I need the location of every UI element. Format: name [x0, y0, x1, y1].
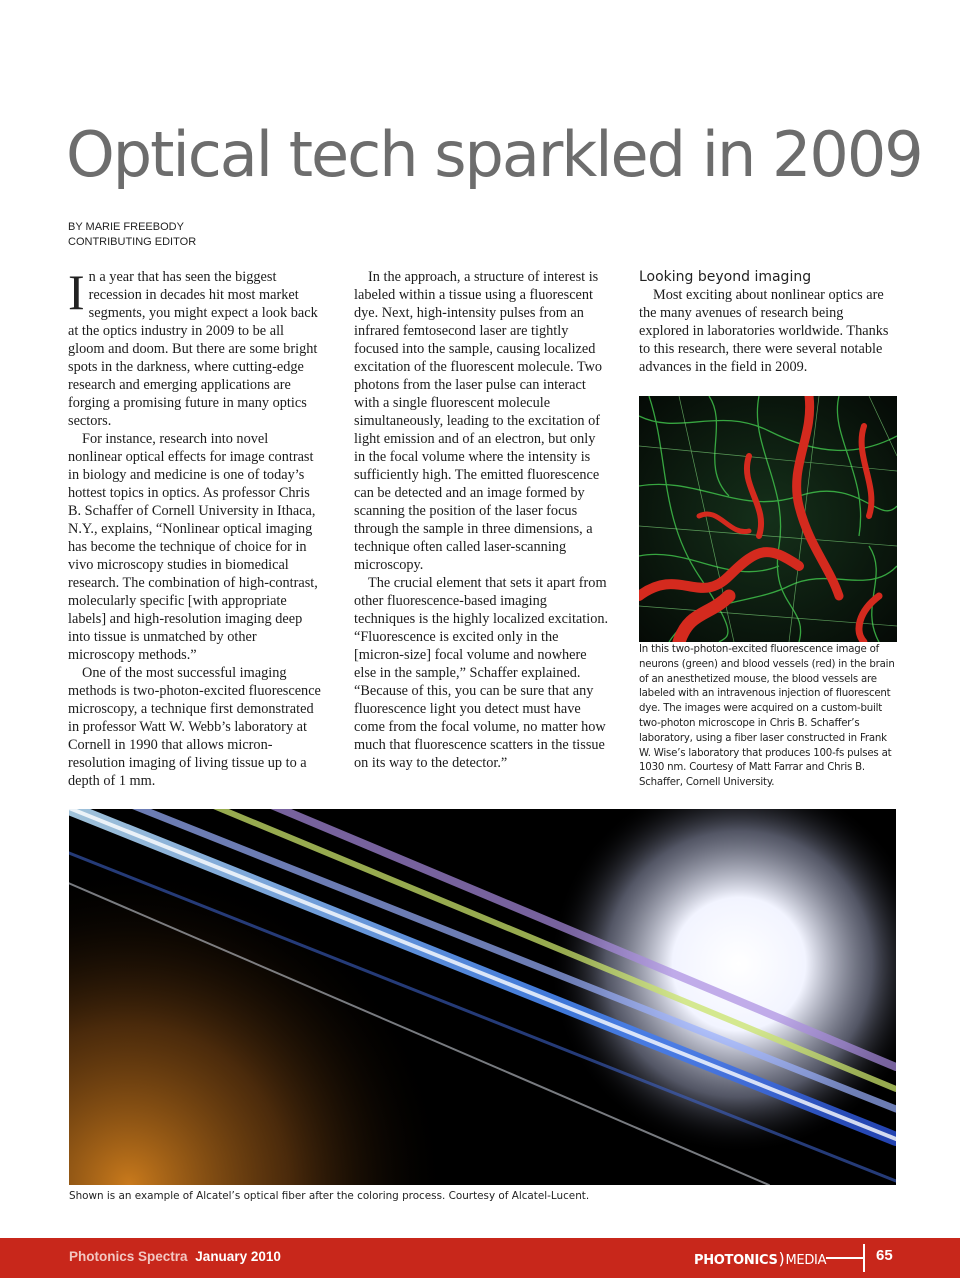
paragraph: For instance, research into novel nonlinear optical effects for image contrast in biology and medicine is one of today’s hottest topics in optics. As professor Chris B. Schaffer of Cornell University in Ithaca, N.Y., explains, “Nonlinear optical imaging has become the technique of choice for in vivo microscopy studies in biomedical research. The combination of high-contrast, molecularly specific [with appropriate labels] and high-resolution imaging deep into tissue is unmatched by other microscopy methods.”: [68, 431, 318, 663]
paragraph: Most exciting about nonlinear optics are the many avenues of research being explored in laboratories worldwide. Thanks to this research, there were several notable advances in the field in 2009.: [639, 287, 889, 375]
body-column-2: [354, 268, 610, 772]
optical-fiber-photo: [69, 809, 896, 1185]
photonics-media-logo: [694, 1249, 826, 1268]
section-subhead: Looking beyond imaging: [639, 269, 812, 285]
paragraph: One of the most successful imaging methods is two-photon-excited fluorescence microscopy, a technique first demonstrated in professor Watt W. Webb’s laboratory at Cornell in 1990 that allows micron-resolution imaging of living tissue up to a depth of 1 mm.: [68, 665, 321, 789]
footer-publication: [69, 1249, 281, 1264]
drop-cap: I: [68, 264, 85, 320]
paragraph-text: n a year that has seen the biggest recession in decades hit most market segments, you might expect a look back at the optics industry in 2009 to be all gloom and doom. But there are some bright spots in the darkness, where cutting-edge research and emerging applications are forging a promising future in many optics sectors.: [68, 269, 318, 429]
byline-role: CONTRIBUTING EDITOR: [68, 236, 197, 248]
page-footer: [0, 1238, 960, 1278]
byline-author: BY MARIE FREEBODY: [68, 221, 184, 233]
paragraph: [68, 264, 324, 430]
fluorescence-microscopy-image: [639, 396, 897, 642]
body-column-1: [68, 264, 324, 790]
article-title: Optical tech sparkled in 2009: [66, 118, 922, 191]
logo-arc: ): [778, 1249, 785, 1268]
issue-date: January 2010: [195, 1249, 281, 1264]
figure-caption-fiber: Shown is an example of Alcatel’s optical fiber after the coloring process. Courtesy of Alcatel-Lucent.: [69, 1190, 590, 1202]
byline: [68, 220, 196, 250]
logo-text-photonics: PHOTONICS: [694, 1253, 778, 1268]
paragraph: In the approach, a structure of interest is labeled within a tissue using a fluorescent dye. Next, high-intensity pulses from an infrared femtosecond laser are tightly focused into the sample, causing localized excitation of the fluorescent molecule. Two photons from the laser pulse can interact with a single fluorescent molecule simultaneously, leading to the excitation of light emission and of an electron, but only in the focal volume where the intensity is sufficiently high. The emitted fluorescence can be detected and an image formed by scanning the position of the laser focus through the sample in three dimensions, a technique often called laser-scanning microscopy.: [354, 269, 603, 573]
footer-divider: [863, 1244, 865, 1272]
figure-caption-microscopy: In this two-photon-excited fluorescence image of neurons (green) and blood vessels (red) in the brain of an anesthetized mouse, the blood vessels are labeled with an intravenous injection of fluorescent dye. The images were acquired on a custom-built two-photon microscope in Chris B. Schaffer’s laboratory, using a fiber laser constructed in Frank W. Wise’s laboratory that produces 100-fs pulses at 1030 nm. Courtesy of Matt Farrar and Chris B. Schaffer, Cornell University.: [639, 644, 895, 789]
body-column-3: [639, 268, 897, 376]
publication-name: Photonics Spectra: [69, 1249, 188, 1264]
logo-text-media: MEDIA: [785, 1253, 827, 1268]
page-number: 65: [876, 1247, 893, 1264]
paragraph: The crucial element that sets it apart from other fluorescence-based imaging techniques is the highly localized excitation. “Fluorescence is excited only in the [micron-size] focal volume and nowhere else in the sample,” Schaffer explained. “Because of this, you can be sure that any fluorescence light you detect must have come from the focal volume, no matter how much that fluorescence scatters in the tissue on its way to the detector.”: [354, 575, 609, 771]
footer-rule: [826, 1257, 864, 1259]
